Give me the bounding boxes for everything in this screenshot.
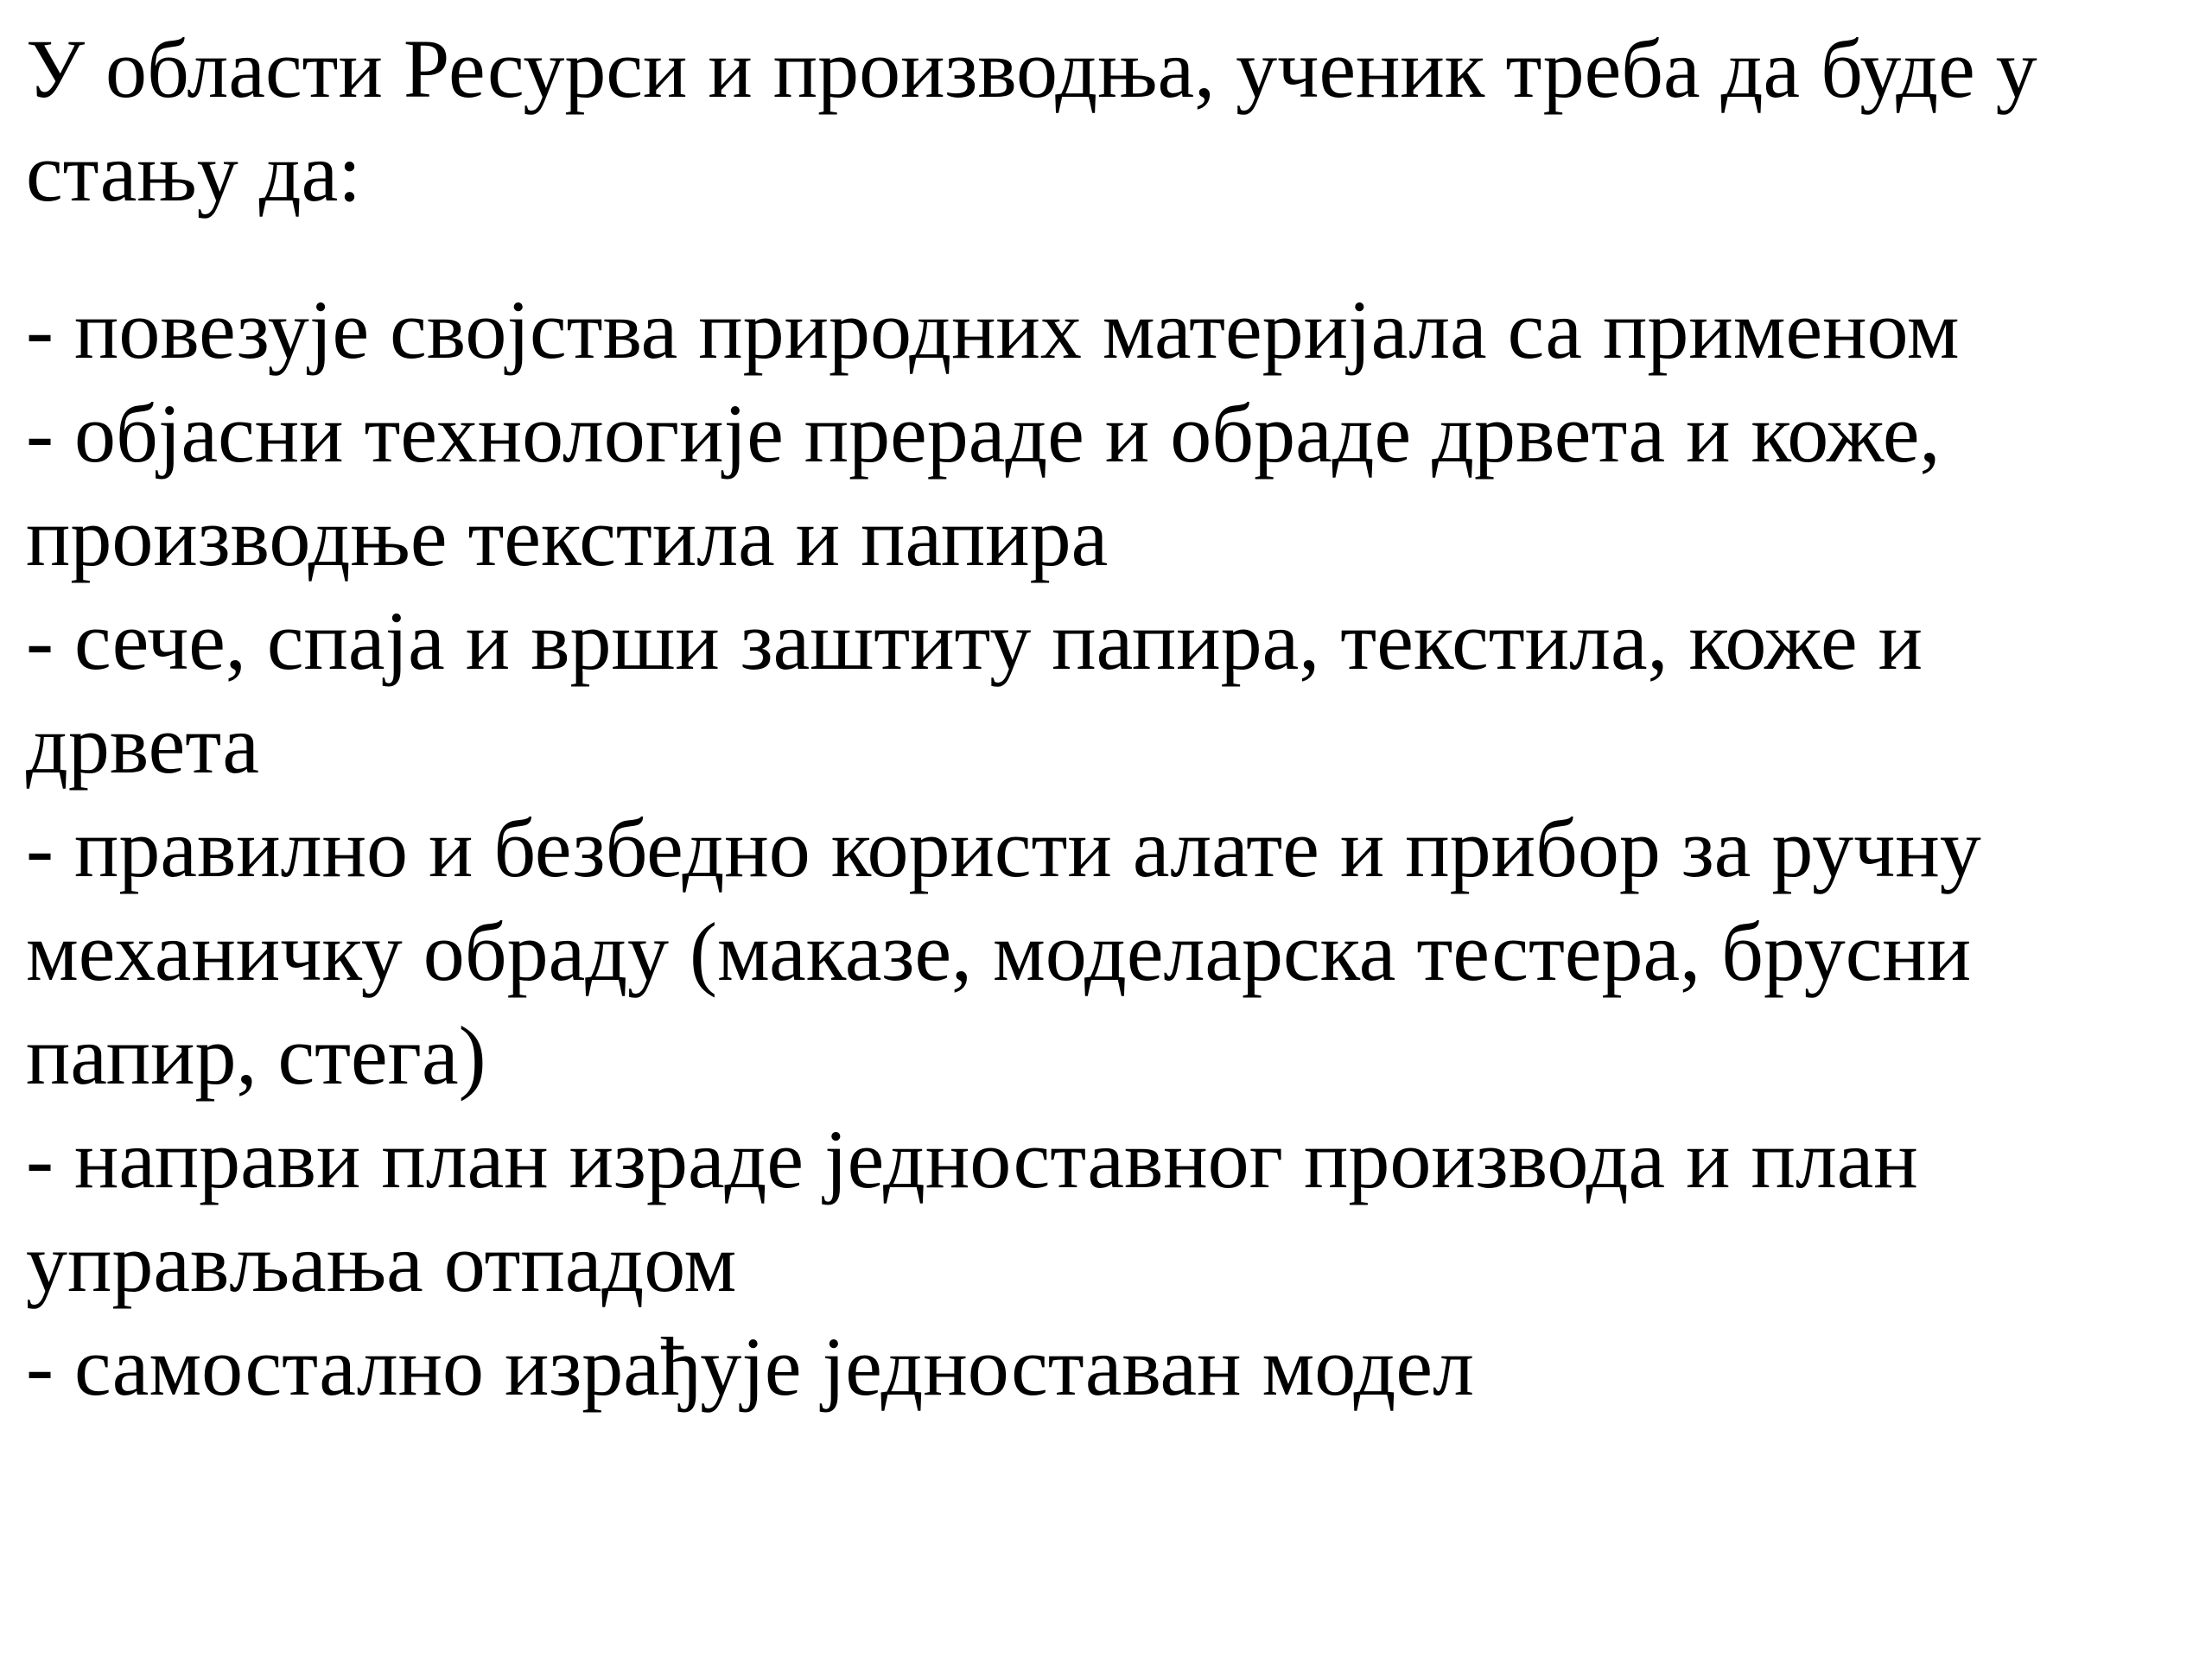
outcomes-list bbox=[26, 278, 2117, 1419]
outcome-item-3: - сече, спаја и врши заштиту папира, текстила, коже и дрвета bbox=[26, 594, 1923, 791]
outcome-item-4: - правилно и безбедно користи алате и прибор за ручну механичку обраду (маказе, моделарска тестера, брусни папир, стега) bbox=[26, 802, 1981, 1102]
intro-paragraph: У области Ресурси и производња, ученик треба да буде у стању да: bbox=[26, 22, 2037, 219]
outcome-item-1: - повезује својства природних материјала са применом bbox=[26, 283, 1960, 376]
outcome-item-6: - самостално израђује једноставан модел bbox=[26, 1320, 1474, 1413]
outcome-item-5: - направи план израде једноставног производа и план управљања отпадом bbox=[26, 1113, 1918, 1309]
document-page bbox=[26, 17, 2169, 1419]
outcome-item-2: - објасни технологије прераде и обраде дрвета и коже, производње текстила и папира bbox=[26, 387, 1941, 583]
